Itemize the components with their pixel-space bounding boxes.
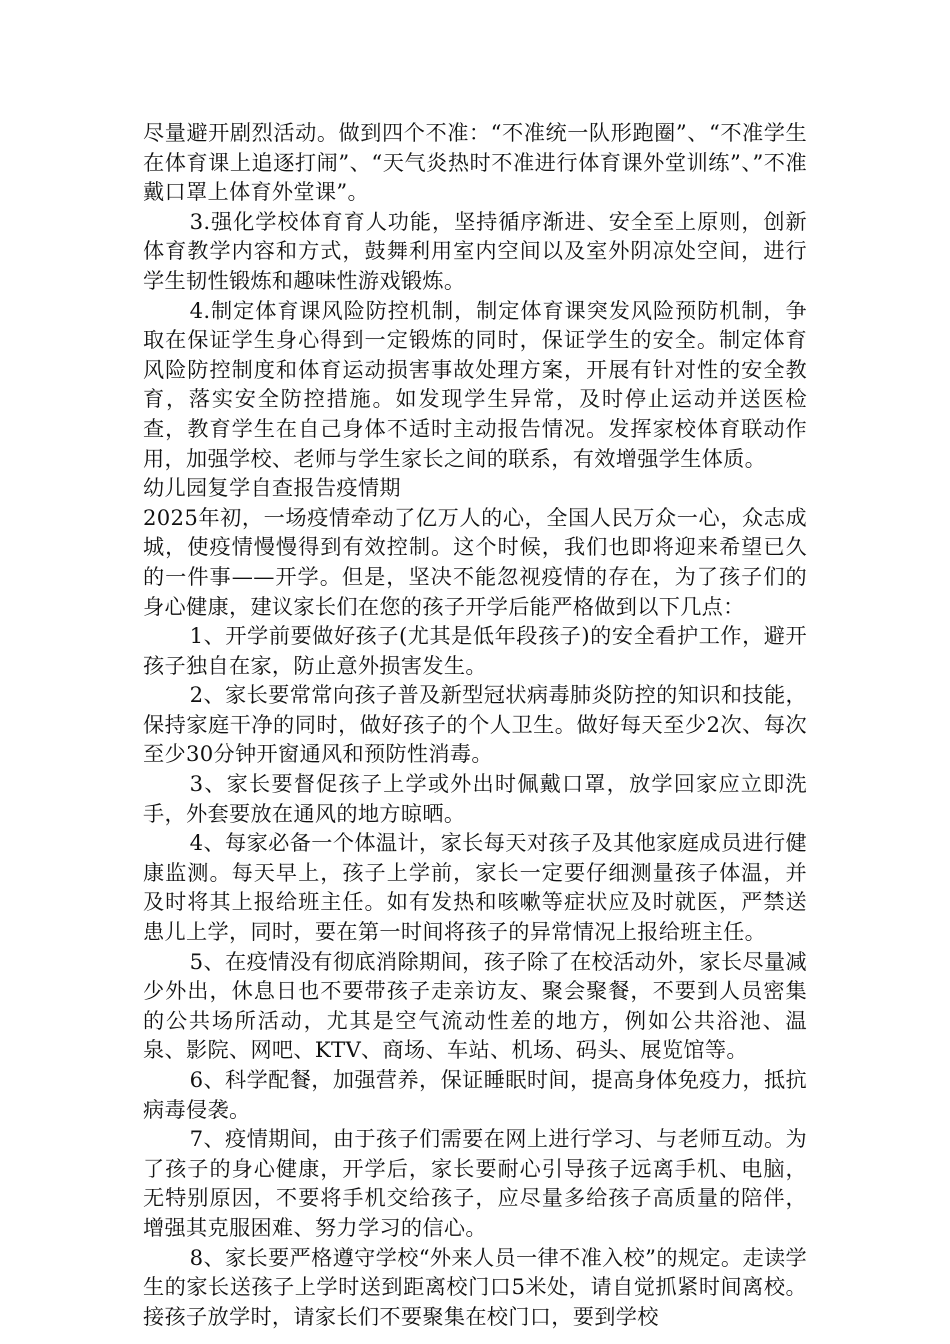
paragraph-item-3: 3.强化学校体育育人功能，坚持循序渐进、安全至上原则，创新体育教学内容和方式，鼓舞利用室内空间以及室外阴凉处空间，进行学生韧性锻炼和趣味性游戏锻炼。 [143, 208, 807, 293]
paragraph-point-3: 3、家长要督促孩子上学或外出时佩戴口罩，放学回家应立即洗手，外套要放在通风的地方晾晒。 [143, 771, 807, 826]
paragraph-intro: 2025年初，一场疫情牵动了亿万人的心，全国人民万众一心，众志成城，使疫情慢慢得到有效控制。这个时候，我们也即将迎来希望已久的一件事——开学。但是，坚决不能忽视疫情的存在，为了孩子们的身心健康，建议家长们在您的孩子开学后能严格做到以下几点： [143, 504, 807, 619]
paragraph-point-8: 8、家长要严格遵守学校“外来人员一律不准入校”的规定。走读学生的家长送孩子上学时送到距离校门口5米处，请自觉抓紧时间离校。接孩子放学时，请家长们不要聚集在校门口，要到学校 [143, 1244, 807, 1329]
paragraph-point-7: 7、疫情期间，由于孩子们需要在网上进行学习、与老师互动。为了孩子的身心健康，开学后，家长要耐心引导孩子远离手机、电脑，无特别原因，不要将手机交给孩子，应尽量多给孩子高质量的陪伴，增强其克服困难、努力学习的信心。 [143, 1126, 807, 1240]
paragraph-point-4: 4、每家必备一个体温计，家长每天对孩子及其他家庭成员进行健康监测。每天早上，孩子上学前，家长一定要仔细测量孩子体温，并及时将其上报给班主任。如有发热和咳嗽等症状应及时就医，严禁送患儿上学，同时，要在第一时间将孩子的异常情况上报给班主任。 [143, 830, 807, 945]
document-body [143, 118, 807, 1331]
paragraph-point-1: 1、开学前要做好孩子(尤其是低年段孩子)的安全看护工作，避开孩子独自在家，防止意外损害发生。 [143, 623, 807, 678]
paragraph-point-5: 5、在疫情没有彻底消除期间，孩子除了在校活动外，家长尽量减少外出，休息日也不要带孩子走亲访友、聚会聚餐，不要到人员密集的公共场所活动，尤其是空气流动性差的地方，例如公共浴池、温泉、影院、网吧、KTV、商场、车站、机场、码头、展览馆等。 [143, 948, 807, 1063]
paragraph-item-4: 4.制定体育课风险防控机制，制定体育课突发风险预防机制，争取在保证学生身心得到一定锻炼的同时，保证学生的安全。制定体育风险防控制度和体育运动损害事故处理方案，开展有针对性的安全教育，落实安全防控措施。如发现学生异常，及时停止运动并送医检查，教育学生在自己身体不适时主动报告情况。发挥家校体育联动作用，加强学校、老师与学生家长之间的联系，有效增强学生体质。 [143, 297, 807, 471]
paragraph-continuation: 尽量避开剧烈活动。做到四个不准：“不准统一队形跑圈”、“不准学生在体育课上追逐打闹”、“天气炎热时不准进行体育课外堂训练”、”不准戴口罩上体育外堂课”。 [143, 120, 807, 205]
paragraph-point-6: 6、科学配餐，加强营养，保证睡眠时间，提高身体免疫力，抵抗病毒侵袭。 [143, 1067, 807, 1122]
paragraph-point-2: 2、家长要常常向孩子普及新型冠状病毒肺炎防控的知识和技能，保持家庭干净的同时，做好孩子的个人卫生。做好每天至少2次、每次至少30分钟开窗通风和预防性消毒。 [143, 682, 807, 767]
section-title: 幼儿园复学自查报告疫情期 [143, 475, 401, 501]
